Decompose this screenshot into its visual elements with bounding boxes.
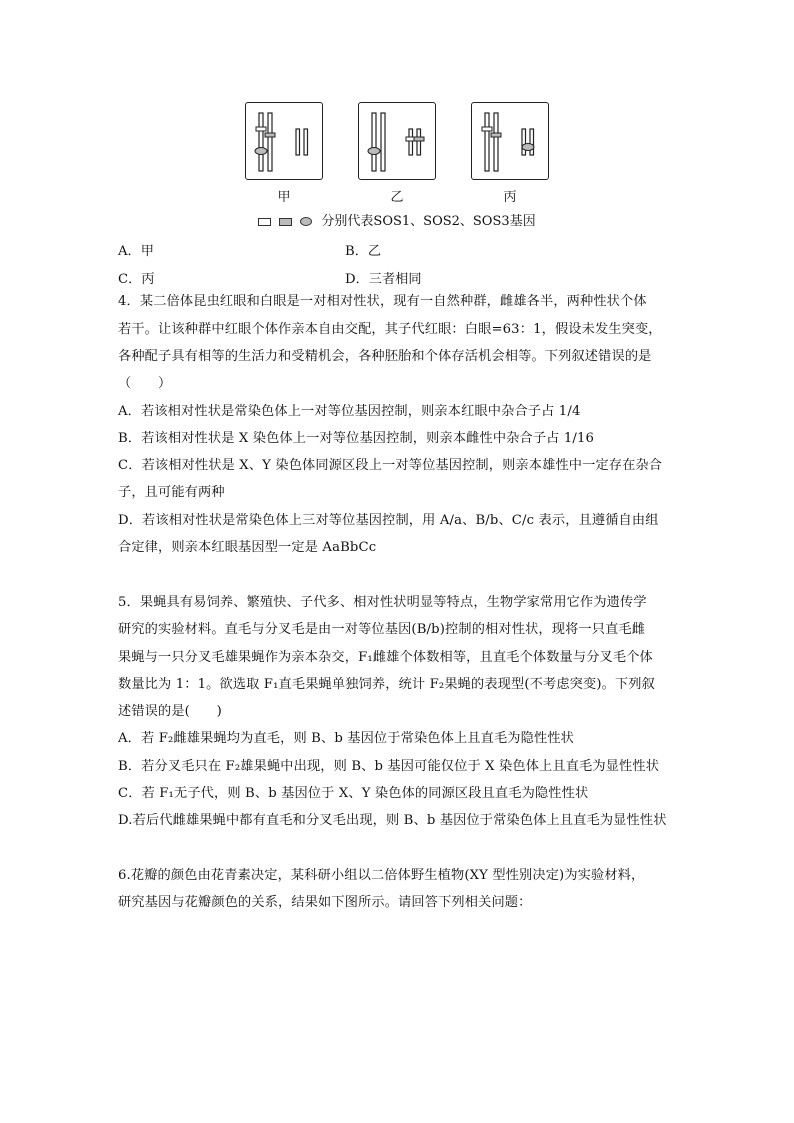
q4-option-d-cont: 合定律，则亲本红眼基因型一定是 AaBbCc [118,540,377,555]
q6-stem-line-1: 6.花瓣的颜色由花青素决定，某科研小组以二倍体野生植物(XY 型性别决定)为实验材料， [118,868,645,883]
q4-option-d: D．若该相对性状是常染色体上三对等位基因控制，用 A/a、B/b、C/c 表示，且遵循自由组 [118,513,659,528]
q5-option-c: C．若 F₁无子代，则 B、b 基因位于 X、Y 染色体的同源区段且直毛为隐性性状 [118,786,589,801]
caption-bing: 丙 [503,190,517,205]
q5-stem-line-2: 研究的实验材料。直毛与分叉毛是由一对等位基因(B/b)控制的相对性状，现将一只直毛雌 [118,622,646,637]
q4-stem-line-3: 各种配子具有相等的生活力和受精机会，各种胚胎和个体存活机会相等。下列叙述错误的是 [118,349,652,364]
diagram-bing [471,102,549,180]
caption-jia: 甲 [277,190,291,205]
legend-rect-open-icon [258,218,271,226]
q4-stem-line-2: 若干。让该种群中红眼个体作亲本自由交配，其子代红眼：白眼=63：1，假设未发生突变， [118,322,662,337]
legend-ellipse-icon [300,217,312,226]
q5-option-b: B．若分叉毛只在 F₂雄果蝇中出现，则 B、b 基因可能仅位于 X 染色体上且直毛为显性性状 [118,759,660,774]
diagram-jia [245,102,323,180]
q3-option-d: D．三者相同 [345,272,422,287]
q5-option-a: A．若 F₂雌雄果蝇均为直毛，则 B、b 基因位于常染色体上且直毛为隐性性状 [118,731,574,746]
q4-option-c-cont: 子，且可能有两种 [118,485,225,500]
q3-option-b: B．乙 [345,244,382,259]
caption-yi: 乙 [390,190,404,205]
q5-option-d: D.若后代雌雄果蝇中都有直毛和分叉毛出现，则 B、b 基因位于常染色体上且直毛为显性性状 [118,813,667,828]
legend-text: 分别代表SOS1、SOS2、SOS3基因 [321,214,536,229]
q5-stem-line-5: 述错误的是( ) [118,704,222,719]
diagram-yi-drawing [359,103,435,179]
q3-option-c: C．丙 [118,272,155,287]
diagram-bing-drawing [472,103,548,179]
q6-stem-line-2: 研究基因与花瓣颜色的关系，结果如下图所示。请回答下列相关问题： [118,895,532,910]
diagram-yi [358,102,436,180]
q4-option-b: B．若该相对性状是 X 染色体上一对等位基因控制，则亲本雌性中杂合子占 1/16 [118,431,595,446]
diagram-jia-drawing [246,103,322,179]
legend-rect-filled-icon [279,218,292,226]
q5-stem-line-1: 5．果蝇具有易饲养、繁殖快、子代多、相对性状明显等特点，生物学家常用它作为遗传学 [118,595,647,610]
q4-stem-line-4: （ ） [118,376,172,391]
q5-stem-line-3: 果蝇与一只分叉毛雄果蝇作为亲本杂交，F₁雌雄个体数相等，且直毛个体数量与分叉毛个体 [118,650,653,665]
q4-option-c: C．若该相对性状是 X、Y 染色体同源区段上一对等位基因控制，则亲本雄性中一定存在杂合 [118,458,663,473]
q4-option-a: A．若该相对性状是常染色体上一对等位基因控制，则亲本红眼中杂合子占 1/4 [118,404,581,419]
q4-stem-line-1: 4．某二倍体昆虫红眼和白眼是一对相对性状，现有一自然种群，雌雄各半，两种性状个体 [118,294,647,309]
q3-option-a: A．甲 [118,244,154,259]
q5-stem-line-4: 数量比为 1：1。欲选取 F₁直毛果蝇单独饲养，统计 F₂果蝇的表现型(不考虑突变)。下列叙 [118,677,655,692]
figure-legend [258,210,536,229]
